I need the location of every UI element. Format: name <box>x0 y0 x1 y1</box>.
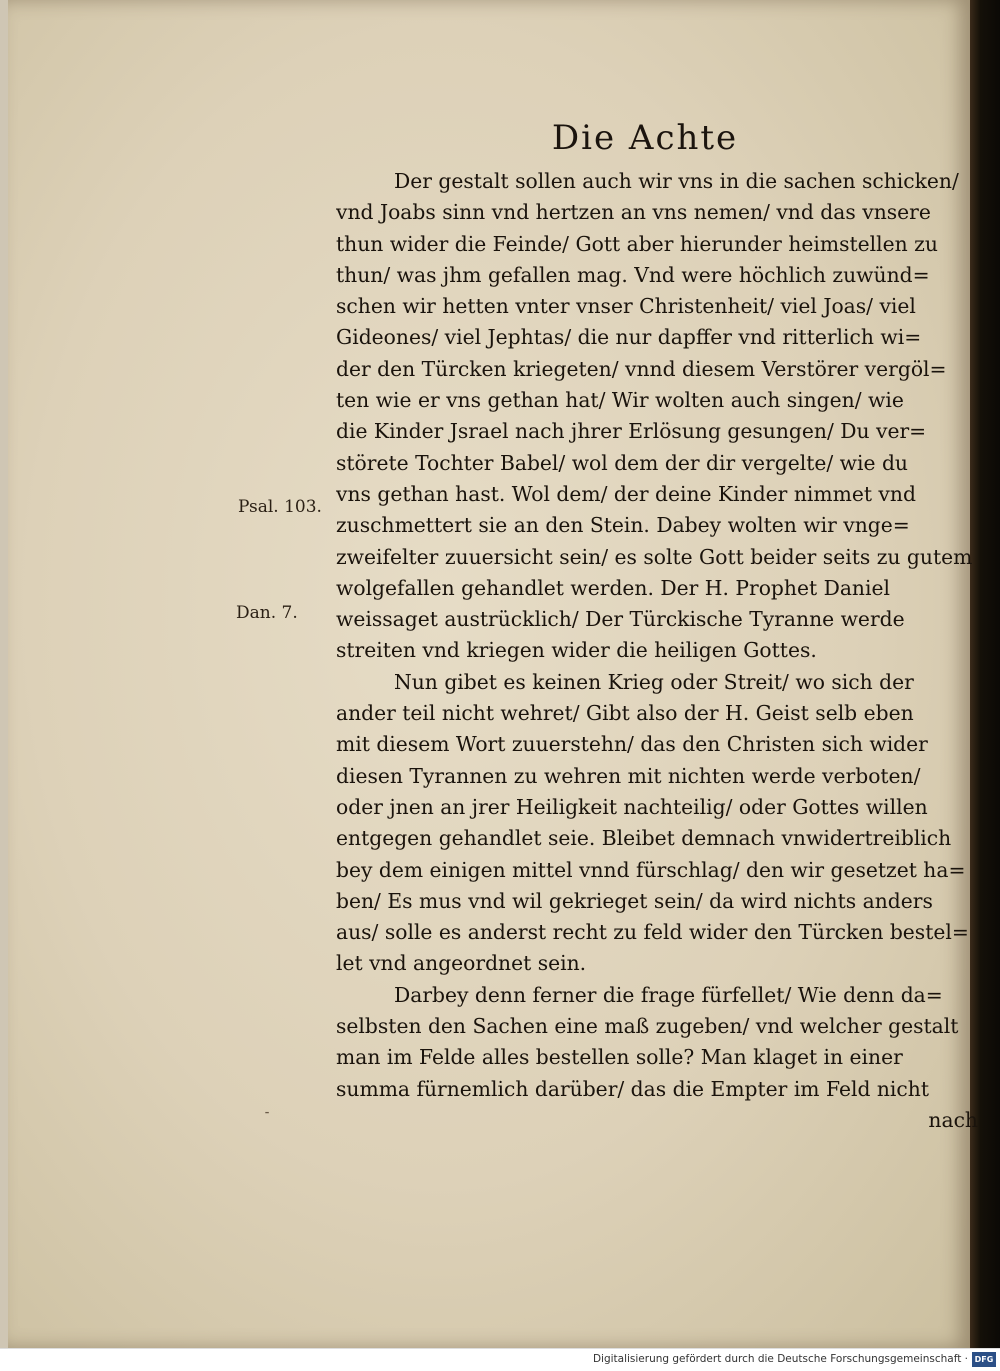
text-line: Der gestalt sollen auch wir vns in die sachen schicken/ <box>394 169 959 193</box>
text-line: zweifelter zuuersicht sein/ es solte Gott beider seits zu gutem <box>336 544 973 569</box>
text-line: man im Felde alles bestellen solle? Man klaget in einer <box>336 1045 903 1070</box>
text-line: ander teil nicht wehret/ Gibt also der H. Geist selb eben <box>336 701 914 726</box>
text-line: Darbey denn ferner die frage fürfellet/ Wie denn da= <box>394 982 943 1007</box>
footer-bar <box>0 1348 1000 1371</box>
margin-mark: ⁃ <box>264 1106 270 1120</box>
text-line: Gideones/ viel Jephtas/ die nur dapffer vnd ritterlich wi= <box>336 325 922 350</box>
text-line: ben/ Es mus vnd wil gekrieget sein/ da wird nichts anders <box>336 888 933 913</box>
text-line: bey dem einigen mittel vnnd fürschlag/ den wir gesetzet ha= <box>336 857 966 882</box>
text-line: diesen Tyrannen zu wehren mit nichten werde verboten/ <box>336 763 921 788</box>
text-line: let vnd angeordnet sein. <box>336 951 587 976</box>
footer-credit: Digitalisierung gefördert durch die Deutsche Forschungsgemeinschaft · <box>592 1353 968 1365</box>
margin-note-psalm: Psal. 103. <box>238 497 322 517</box>
page-heading: Die Achte <box>551 118 739 158</box>
text-line: der den Türcken kriegeten/ vnnd diesem Verstörer vergöl= <box>336 356 947 381</box>
text-line: vns gethan hast. Wol dem/ der deine Kinder nimmet vnd <box>336 481 916 506</box>
catchword: nach <box>928 1107 978 1132</box>
text-line: streiten vnd kriegen wider die heiligen Gottes. <box>336 638 817 663</box>
text-line: mit diesem Wort zuuerstehn/ das den Christen sich wider <box>336 732 928 757</box>
text-line: Nun gibet es keinen Krieg oder Streit/ wo sich der <box>394 669 914 694</box>
text-line: weissaget austrücklich/ Der Türckische Tyranne werde <box>336 607 905 632</box>
body-text <box>336 166 982 1136</box>
text-line: schen wir hetten vnter vnser Christenheit/ viel Joas/ viel <box>336 294 916 319</box>
text-line: die Kinder Jsrael nach jhrer Erlösung gesungen/ Du ver= <box>336 419 927 444</box>
text-line: aus/ solle es anderst recht zu feld wider den Türcken bestel= <box>336 920 969 945</box>
text-line: oder jnen an jrer Heiligkeit nachteilig/ oder Gottes willen <box>336 794 928 819</box>
text-line: wolgefallen gehandlet werden. Der H. Prophet Daniel <box>336 575 890 600</box>
text-line: entgegen gehandlet seie. Bleibet demnach vnwidertreiblich <box>336 826 952 851</box>
text-line: zuschmettert sie an den Stein. Dabey wolten wir vnge= <box>336 513 910 538</box>
dfg-logo-icon: DFG <box>972 1352 996 1367</box>
text-line: ten wie er vns gethan hat/ Wir wolten auch singen/ wie <box>336 388 904 413</box>
text-line: thun/ was jhm gefallen mag. Vnd were höchlich zuwünd= <box>336 262 930 287</box>
text-line: thun wider die Feinde/ Gott aber hierunder heimstellen zu <box>336 231 938 256</box>
text-line: summa fürnemlich darüber/ das die Empter im Feld nicht <box>336 1076 929 1101</box>
margin-note-daniel: Dan. 7. <box>236 603 298 623</box>
scan-left-edge <box>0 0 8 1348</box>
text-line: vnd Joabs sinn vnd hertzen an vns nemen/ vnd das vnsere <box>336 200 931 225</box>
text-line: selbsten den Sachen eine maß zugeben/ vnd welcher gestalt <box>336 1014 959 1039</box>
text-line: störete Tochter Babel/ wol dem der dir vergelte/ wie du <box>336 450 908 475</box>
